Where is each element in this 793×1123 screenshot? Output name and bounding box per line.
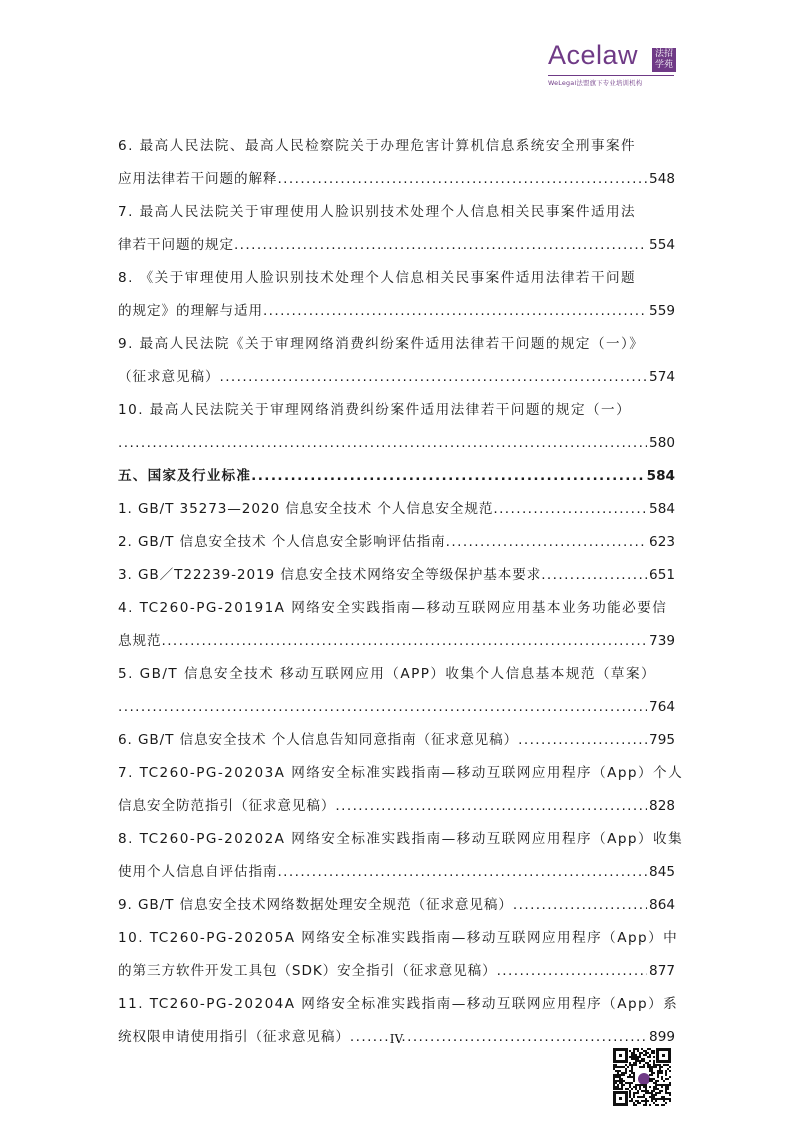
toc-entry-text: 8. 《关于审理使用人脸识别技术处理个人信息相关民事案件适用法律若干问题 xyxy=(118,270,637,286)
toc-entry-line xyxy=(118,361,675,394)
logo-wordmark: Acelaw xyxy=(548,40,639,70)
toc-entry-line xyxy=(118,889,675,922)
toc-leader-dots xyxy=(161,625,647,658)
toc-entry-line xyxy=(118,625,675,658)
toc-entry-text: 10. TC260-PG-20205A 网络安全标准实践指南—移动互联网应用程序（App）中 xyxy=(118,930,679,946)
toc-page-number: 845 xyxy=(649,864,675,880)
toc-leader-dots xyxy=(446,526,647,559)
toc-page-number: 828 xyxy=(649,798,675,814)
toc-page-number: 739 xyxy=(649,633,675,649)
toc-page-number: 795 xyxy=(649,732,675,748)
toc-entry-line xyxy=(118,394,675,427)
qr-code xyxy=(613,1048,671,1106)
toc-entry-line xyxy=(118,526,675,559)
toc-entry-line xyxy=(118,691,675,724)
toc-entry-text: 6. GB/T 信息安全技术 个人信息告知同意指南（征求意见稿） xyxy=(118,732,519,748)
toc-entry-text: 五、国家及行业标准 xyxy=(118,468,252,484)
toc-entry-line xyxy=(118,130,675,163)
toc-entry-text: 2. GB/T 信息安全技术 个人信息安全影响评估指南 xyxy=(118,534,446,550)
page-number: IV xyxy=(389,1032,404,1046)
toc-entry-line xyxy=(118,922,679,955)
toc-leader-dots xyxy=(234,229,647,262)
toc-entry-text: 统权限申请使用指引（征求意见稿） xyxy=(118,1029,350,1045)
toc-leader-dots xyxy=(518,724,647,757)
toc-entry-line xyxy=(118,658,675,691)
toc-leader-dots xyxy=(263,295,647,328)
toc-page-number: 764 xyxy=(649,699,675,715)
toc-leader-dots xyxy=(335,790,647,823)
toc-entry-line xyxy=(118,790,675,823)
toc-entry-text: 3. GB／T22239-2019 信息安全技术网络安全等级保护基本要求 xyxy=(118,567,542,583)
toc-entry-line xyxy=(118,493,675,526)
toc-leader-dots xyxy=(541,559,647,592)
toc-entry-line xyxy=(118,955,675,988)
table-of-contents xyxy=(118,130,684,1054)
toc-entry-text: 6. 最高人民法院、最高人民检察院关于办理危害计算机信息系统安全刑事案件 xyxy=(118,138,637,154)
toc-leader-dots xyxy=(277,856,647,889)
toc-entry-line xyxy=(118,724,675,757)
toc-entry-text: （征求意见稿） xyxy=(118,369,220,385)
toc-leader-dots xyxy=(118,427,647,460)
toc-entry-text: 5. GB/T 信息安全技术 移动互联网应用（APP）收集个人信息基本规范（草案） xyxy=(118,666,657,682)
toc-entry-text: 9. GB/T 信息安全技术网络数据处理安全规范（征求意见稿） xyxy=(118,897,513,913)
toc-entry-text: 息规范 xyxy=(118,633,162,649)
acelaw-logo xyxy=(548,40,674,72)
toc-entry-line xyxy=(118,757,684,790)
toc-page-number: 877 xyxy=(649,963,675,979)
toc-page-number: 559 xyxy=(649,303,675,319)
toc-entry-line xyxy=(118,262,675,295)
toc-page-number: 584 xyxy=(649,501,675,517)
toc-leader-dots xyxy=(219,361,647,394)
toc-entry-line xyxy=(118,229,675,262)
toc-entry-text: 律若干问题的规定 xyxy=(118,237,234,253)
toc-entry-text: 10. 最高人民法院关于审理网络消费纠纷案件适用法律若干问题的规定（一） xyxy=(118,402,632,418)
toc-entry-line xyxy=(118,163,675,196)
toc-entry-line xyxy=(118,295,675,328)
toc-entry-line xyxy=(118,823,684,856)
toc-entry-text: 7. 最高人民法院关于审理使用人脸识别技术处理个人信息相关民事案件适用法 xyxy=(118,204,637,220)
toc-entry-text: 使用个人信息自评估指南 xyxy=(118,864,278,880)
toc-entry-line xyxy=(118,196,675,229)
toc-entry-text: 信息安全防范指引（征求意见稿） xyxy=(118,798,336,814)
toc-section-heading xyxy=(118,460,675,493)
toc-page-number: 574 xyxy=(649,369,675,385)
toc-entry-text: 1. GB/T 35273—2020 信息安全技术 个人信息安全规范 xyxy=(118,501,494,517)
toc-entry-text: 的第三方软件开发工具包（SDK）安全指引（征求意见稿） xyxy=(118,963,497,979)
toc-page-number: 864 xyxy=(649,897,675,913)
toc-entry-text: 7. TC260-PG-20203A 网络安全标准实践指南—移动互联网应用程序（App）个人 xyxy=(118,765,684,781)
logo-tagline: WeLegal法盟旗下专业培训机构 xyxy=(548,79,643,87)
toc-entry-line xyxy=(118,559,675,592)
toc-entry-text: 11. TC260-PG-20204A 网络安全标准实践指南—移动互联网应用程序（App）系 xyxy=(118,996,679,1012)
toc-entry-line xyxy=(118,427,675,460)
toc-leader-dots xyxy=(493,493,647,526)
toc-entry-line xyxy=(118,592,675,625)
toc-page-number: 899 xyxy=(649,1029,675,1045)
toc-page-number: 580 xyxy=(649,435,675,451)
logo-divider xyxy=(548,75,674,76)
toc-leader-dots xyxy=(118,691,647,724)
toc-page-number: 584 xyxy=(646,468,675,484)
toc-page-number: 651 xyxy=(649,567,675,583)
toc-leader-dots xyxy=(497,955,647,988)
toc-entry-text: 应用法律若干问题的解释 xyxy=(118,171,278,187)
logo-seal: 法招 学苑 xyxy=(652,48,676,72)
toc-entry-text: 9. 最高人民法院《关于审理网络消费纠纷案件适用法律若干问题的规定（一）》 xyxy=(118,336,645,352)
toc-leader-dots xyxy=(251,460,644,493)
toc-page-number: 623 xyxy=(649,534,675,550)
toc-leader-dots xyxy=(277,163,647,196)
toc-page-number: 548 xyxy=(649,171,675,187)
toc-entry-text: 的规定》的理解与适用 xyxy=(118,303,263,319)
toc-entry-line xyxy=(118,988,679,1021)
toc-leader-dots xyxy=(513,889,647,922)
toc-entry-text: 8. TC260-PG-20202A 网络安全标准实践指南—移动互联网应用程序（App）收集 xyxy=(118,831,684,847)
toc-entry-line xyxy=(118,856,675,889)
toc-entry-line xyxy=(118,328,675,361)
toc-entry-text: 4. TC260-PG-20191A 网络安全实践指南—移动互联网应用基本业务功能必要信 xyxy=(118,600,668,616)
toc-page-number: 554 xyxy=(649,237,675,253)
